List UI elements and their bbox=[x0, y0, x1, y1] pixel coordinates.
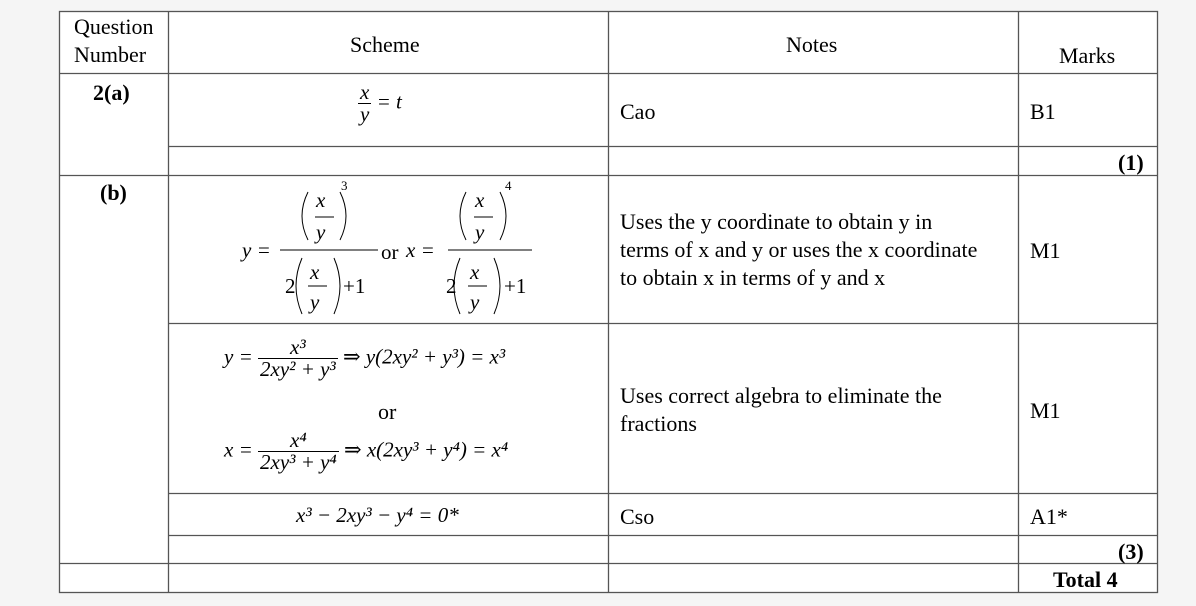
step2-line2-lhs: x = bbox=[224, 437, 253, 462]
header-question: Question bbox=[74, 14, 154, 39]
notes-2a: Cao bbox=[620, 99, 656, 124]
step2-line2 bbox=[224, 430, 508, 473]
header-scheme: Scheme bbox=[350, 32, 420, 57]
step2-line2-num: x⁴ bbox=[290, 428, 307, 452]
step1-x-den-y: y bbox=[470, 290, 480, 314]
step1-x-den-x: x bbox=[470, 260, 480, 284]
mark-step3: A1* bbox=[1030, 504, 1068, 529]
total-marks: Total 4 bbox=[1053, 567, 1118, 592]
x-equals-text: x = bbox=[406, 238, 435, 262]
step1-y-exponent: 3 bbox=[341, 178, 348, 193]
step1-y-num-x: x bbox=[316, 188, 326, 212]
notes-step2-line2: fractions bbox=[620, 411, 697, 436]
subtotal-2b: (3) bbox=[1118, 539, 1144, 564]
header-marks: Marks bbox=[1059, 43, 1116, 68]
header-number: Number bbox=[74, 42, 147, 67]
step2-line1-den: 2xy² + y³ bbox=[260, 357, 336, 381]
fraction-x-over-y bbox=[358, 82, 371, 125]
step2-or: or bbox=[378, 399, 397, 424]
step3-scheme: x³ − 2xy³ − y⁴ = 0* bbox=[296, 503, 459, 527]
step2-line2-rhs: ⇒ x(2xy³ + y⁴) = x⁴ bbox=[343, 437, 509, 462]
step2-line1-fraction bbox=[258, 337, 338, 380]
step1-y-num-y: y bbox=[316, 220, 326, 244]
notes-step1-line1: Uses the y coordinate to obtain y in bbox=[620, 209, 933, 234]
step1-x-num-y: y bbox=[475, 220, 485, 244]
mark-step2: M1 bbox=[1030, 398, 1061, 423]
step2-line1 bbox=[224, 337, 505, 380]
mark-2a: B1 bbox=[1030, 99, 1056, 124]
step1-x-num-x: x bbox=[475, 188, 485, 212]
fraction-numerator: x bbox=[360, 80, 370, 104]
equals-t: = t bbox=[376, 89, 402, 114]
question-label-2a: 2(a) bbox=[93, 80, 130, 105]
step1-x-exponent: 4 bbox=[505, 178, 512, 193]
step1-x-den-two: 2 bbox=[446, 274, 457, 298]
step2-line1-lhs: y = bbox=[224, 344, 253, 369]
subtotal-2a: (1) bbox=[1118, 150, 1144, 175]
notes-step2-line1: Uses correct algebra to eliminate the bbox=[620, 383, 942, 408]
step1-y-den-two: 2 bbox=[285, 274, 296, 298]
question-label-2b: (b) bbox=[100, 180, 127, 205]
step1-x-equals bbox=[406, 240, 435, 261]
step2-line2-den: 2xy³ + y⁴ bbox=[260, 450, 337, 474]
step2-line1-rhs: ⇒ y(2xy² + y³) = x³ bbox=[342, 344, 506, 369]
scheme-2a bbox=[358, 82, 402, 125]
step1-y-equals bbox=[242, 240, 271, 261]
notes-step3: Cso bbox=[620, 504, 655, 529]
step1-x-plus-one: +1 bbox=[504, 274, 527, 298]
header-notes: Notes bbox=[786, 32, 838, 57]
notes-step1-line2: terms of x and y or uses the x coordinate bbox=[620, 237, 978, 262]
y-equals-text: y = bbox=[242, 238, 271, 262]
notes-step1-line3: to obtain x in terms of y and x bbox=[620, 265, 886, 290]
step2-line2-fraction bbox=[258, 430, 339, 473]
mark-step1: M1 bbox=[1030, 238, 1061, 263]
step2-line1-num: x³ bbox=[290, 335, 306, 359]
step1-or: or bbox=[381, 240, 399, 264]
step1-y-den-y: y bbox=[310, 290, 320, 314]
fraction-denominator: y bbox=[360, 102, 370, 126]
step1-y-den-x: x bbox=[310, 260, 320, 284]
step1-y-plus-one: +1 bbox=[343, 274, 366, 298]
